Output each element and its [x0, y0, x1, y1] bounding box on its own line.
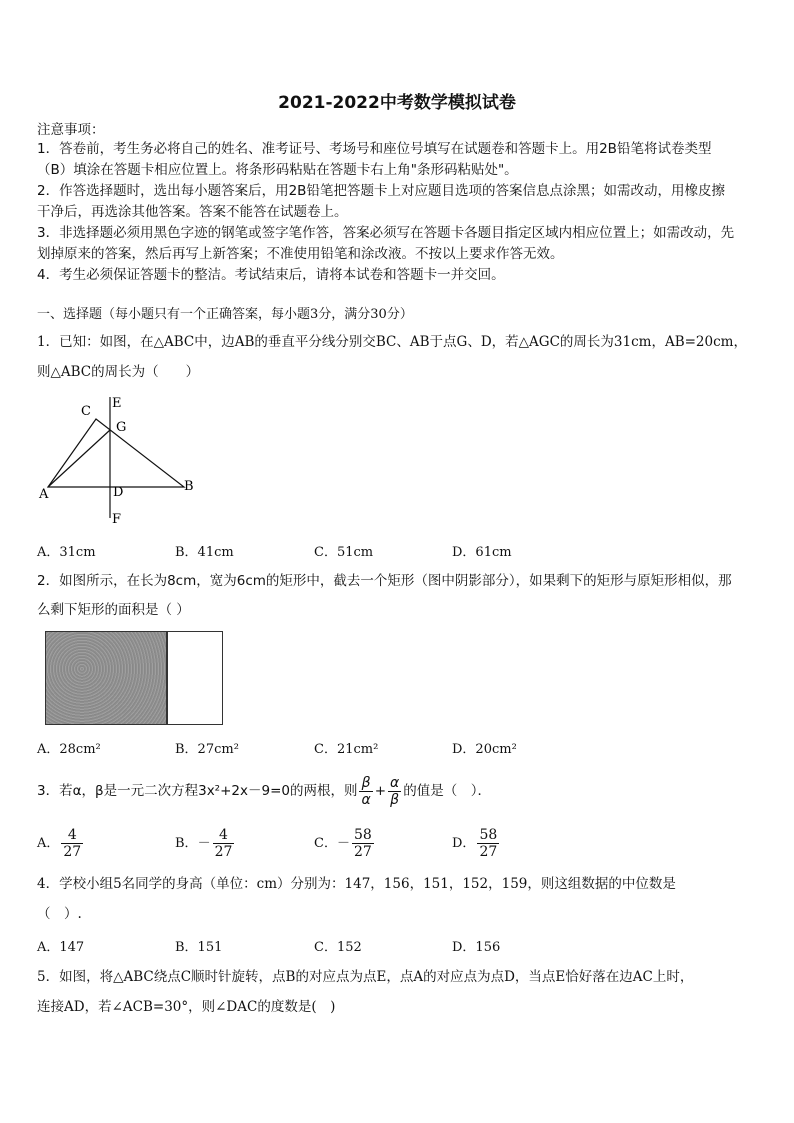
notice-heading: 注意事项： [37, 122, 105, 138]
q3-plus: + [374, 783, 387, 799]
q2-shaded-rectangle [45, 631, 167, 725]
notice-line-3: 2．作答选择题时，选出每小题答案后，用2B铅笔把答题卡上对应题目选项的答案信息点涂黑；如需改动，用橡皮擦 [37, 183, 725, 199]
q5-text-line-2: 连接AD，若∠ACB=30°，则∠DAC的度数是( ) [37, 999, 336, 1015]
q1-text-line-2: 则△ABC的周长为（ ） [37, 364, 200, 380]
notice-line-7: 4．考生必须保证答题卡的整洁。考试结束后，请将本试卷和答题卡一并交回。 [37, 267, 505, 283]
q1-triangle-figure [36, 392, 206, 530]
notice-line-2: （B）填涂在答题卡相应位置上。将条形码粘贴在答题卡右上角"条形码粘贴处"。 [37, 162, 518, 178]
q2-option-b[interactable]: B．27cm² [175, 742, 239, 757]
q2-option-c[interactable]: C．21cm² [314, 742, 379, 757]
q4-option-c[interactable]: C．152 [314, 940, 362, 955]
q5-text-line-1: 5．如图，将△ABC绕点C顺时针旋转，点B的对应点为点E，点A的对应点为点D，当点E恰好落在边AC上时， [37, 969, 694, 985]
q3-text-before: 3．若α，β是一元二次方程3x²+2x－9=0的两根，则 [37, 783, 358, 799]
label-b: B [184, 479, 194, 494]
q4-option-d[interactable]: D．156 [452, 940, 501, 955]
section-heading: 一、选择题（每小题只有一个正确答案，每小题3分，满分30分） [37, 307, 413, 322]
page-title: 2021-2022中考数学模拟试卷 [278, 93, 516, 113]
q3-option-c[interactable]: C．－ $\frac{58}{27}$ [314, 827, 372, 860]
notice-line-5: 3．非选择题必须用黑色字迹的钢笔或签字笔作答，答案必须写在答题卡各题目指定区域内相应位置上；如需改动，先 [37, 225, 735, 241]
q1-option-a[interactable]: A．31cm [37, 545, 96, 560]
q2-text-line-2: 么剩下矩形的面积是（ ） [37, 602, 190, 618]
q4-text-line-1: 4．学校小组5名同学的身高（单位：cm）分别为：147，156，151，152，159，则这组数据的中位数是 [37, 876, 676, 892]
segment-ag [48, 430, 110, 487]
q3-option-b[interactable]: B．－ $\frac{4}{27}$ [175, 827, 233, 860]
q3-option-a[interactable]: A． $\frac{4}{27}$ [37, 827, 82, 860]
q1-text-line-1: 1．已知：如图，在△ABC中，边AB的垂直平分线分别交BC、AB于点G、D，若△AGC的周长为31cm，AB=20cm， [37, 334, 747, 350]
notice-line-4: 干净后，再选涂其他答案。答案不能答在试题卷上。 [37, 204, 348, 220]
q3-text-after: 的值是（ ）． [403, 783, 492, 799]
label-d: D [113, 485, 124, 500]
q2-text-line-1: 2．如图所示，在长为8cm，宽为6cm的矩形中，截去一个矩形（图中阴影部分），如果剩下的矩形与原矩形相似，那 [37, 573, 732, 589]
label-c: C [81, 404, 91, 419]
q4-option-b[interactable]: B．151 [175, 940, 223, 955]
q3-option-d[interactable]: D． $\frac{58}{27}$ [452, 827, 498, 860]
q1-option-b[interactable]: B．41cm [175, 545, 234, 560]
q3-fraction-beta-over-alpha: $\frac{\beta}{\alpha}$ [361, 774, 371, 808]
q2-option-d[interactable]: D．20cm² [452, 742, 517, 757]
q2-option-a[interactable]: A．28cm² [37, 742, 101, 757]
q2-remaining-rectangle [166, 631, 223, 725]
q4-text-line-2: （ ）. [37, 906, 82, 922]
q3-fraction-alpha-over-beta: $\frac{\alpha}{\beta}$ [390, 774, 400, 808]
notice-line-6: 划掉原来的答案，然后再写上新答案；不准使用铅笔和涂改液。不按以上要求作答无效。 [37, 246, 564, 262]
q1-option-c[interactable]: C．51cm [314, 545, 374, 560]
q1-option-d[interactable]: D．61cm [452, 545, 512, 560]
notice-line-1: 1．答卷前，考生务必将自己的姓名、准考证号、考场号和座位号填写在试题卷和答题卡上。用2B铅笔将试卷类型 [37, 141, 712, 157]
label-a: A [39, 487, 49, 502]
q4-option-a[interactable]: A．147 [37, 940, 85, 955]
label-g: G [116, 420, 127, 435]
q3-text [37, 772, 759, 812]
label-e: E [112, 396, 122, 411]
label-f: F [112, 512, 122, 527]
